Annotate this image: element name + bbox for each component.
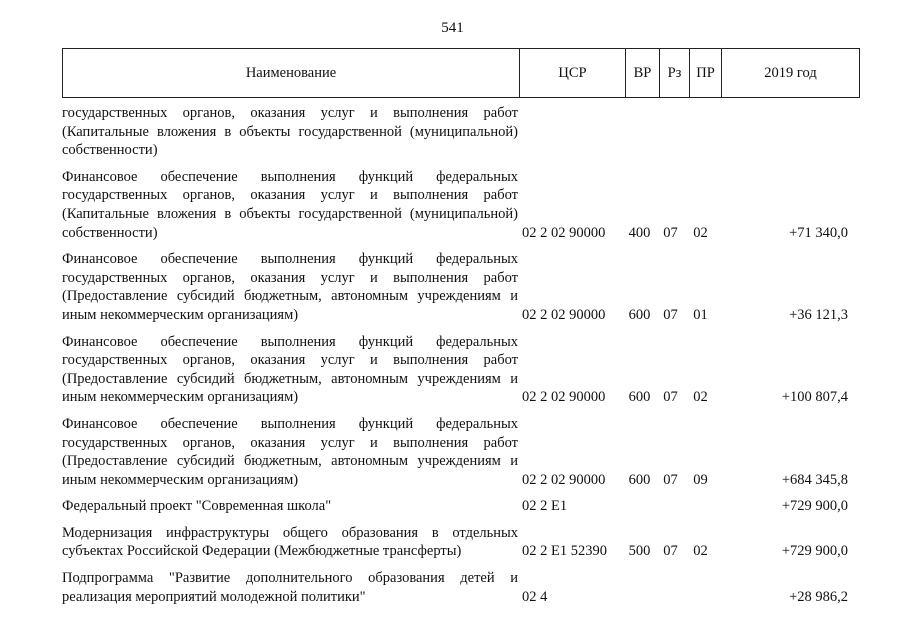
row-name: Финансовое обеспечение выполнения функций федеральных государственных органов, оказания услуг и выполнения работ (Предоставление субсидий бюджетным, автономным учреждениям и иным некоммерческим организациям) [62, 251, 518, 323]
table-row [62, 250, 860, 324]
table-row [62, 104, 860, 160]
row-pr: 02 [693, 389, 708, 406]
table-row [62, 524, 860, 561]
row-pr: 02 [693, 224, 708, 241]
table-body [62, 106, 860, 614]
row-rz: 07 [663, 543, 678, 560]
table-row [62, 168, 860, 242]
header-csr: ЦСР [519, 49, 625, 97]
row-name: Подпрограмма "Развитие дополнительного образования детей и реализация мероприятий молодежной политики" [62, 570, 518, 605]
row-sum: +729 900,0 [781, 543, 848, 560]
row-name: Финансовое обеспечение выполнения функций федеральных государственных органов, оказания услуг и выполнения работ (Предоставление субсидий бюджетным, автономным учреждениям и иным некоммерческим организациям) [62, 333, 518, 406]
table-row [62, 569, 860, 606]
row-csr: 02 2 E1 [522, 498, 568, 515]
table-header [62, 48, 860, 98]
page-number: 541 [441, 20, 464, 36]
row-csr: 02 2 02 90000 [522, 306, 606, 323]
row-pr: 02 [693, 543, 708, 560]
header-year: 2019 год [721, 49, 859, 97]
header-name: Наименование [245, 64, 337, 81]
table-row [62, 415, 860, 489]
row-pr: 01 [693, 306, 708, 323]
row-sum: +100 807,4 [781, 389, 848, 406]
row-sum: +71 340,0 [789, 224, 848, 241]
row-csr: 02 2 02 90000 [522, 224, 606, 241]
header-pr: ПР [689, 49, 721, 97]
row-rz: 07 [663, 389, 678, 406]
row-pr: 09 [693, 471, 708, 488]
row-sum: +684 345,8 [781, 471, 848, 488]
header-vr: ВР [625, 49, 659, 97]
row-vr: 500 [628, 543, 651, 560]
row-csr: 02 2 02 90000 [522, 389, 606, 406]
row-rz: 07 [663, 224, 678, 241]
table-row [62, 333, 860, 407]
header-rz: Рз [659, 49, 689, 97]
row-name: Модернизация инфраструктуры общего образования в отдельных субъектах Российской Федерации (Межбюджетные трансферты) [62, 524, 518, 560]
row-name: Федеральный проект "Современная школа" [62, 498, 332, 515]
row-name: Финансовое обеспечение выполнения функций федеральных государственных органов, оказания услуг и выполнения работ (Капитальные вложения в объекты государственной (муниципальной) собственности) [62, 168, 518, 241]
row-rz: 07 [663, 471, 678, 488]
table-row [62, 497, 860, 516]
row-vr: 600 [628, 306, 651, 323]
row-name: государственных органов, оказания услуг и выполнения работ (Капитальные вложения в объекты государственной (муниципальной) собственности) [62, 105, 518, 159]
row-csr: 02 4 [522, 588, 548, 605]
row-vr: 400 [628, 224, 651, 241]
row-csr: 02 2 E1 52390 [522, 543, 607, 560]
row-csr: 02 2 02 90000 [522, 471, 606, 488]
row-vr: 600 [628, 471, 651, 488]
row-sum: +36 121,3 [789, 306, 848, 323]
row-name: Финансовое обеспечение выполнения функций федеральных государственных органов, оказания услуг и выполнения работ (Предоставление субсидий бюджетным, автономным учреждениям и иным некоммерческим организациям) [62, 415, 518, 488]
row-sum: +28 986,2 [789, 588, 848, 605]
row-sum: +729 900,0 [781, 498, 848, 515]
row-vr: 600 [628, 389, 651, 406]
row-rz: 07 [663, 306, 678, 323]
